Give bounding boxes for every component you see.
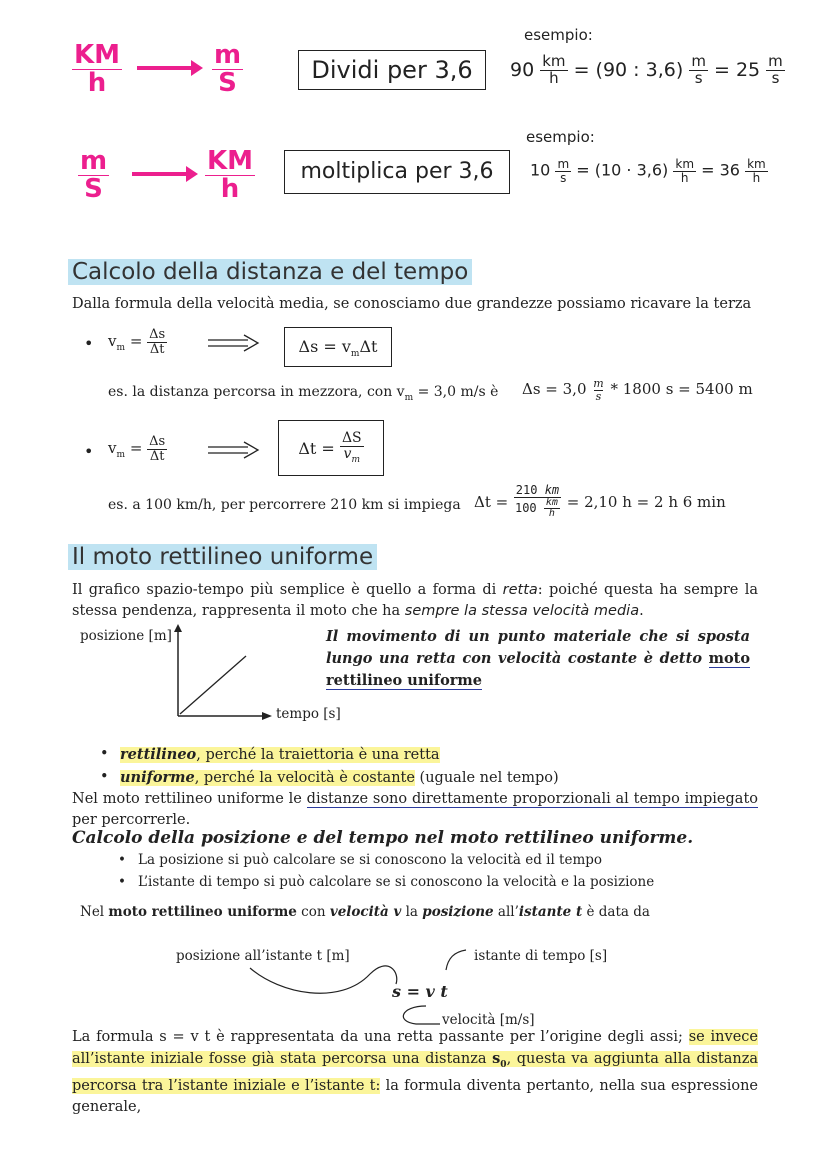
- unit-den: S: [218, 68, 237, 99]
- frac-den: Δt: [149, 448, 165, 464]
- text: Il grafico spazio-tempo più semplice è quello a forma di: [72, 582, 503, 598]
- formula-s-vt: s = v t: [392, 982, 448, 1001]
- ex-frac: [673, 158, 696, 184]
- ex-result: = 36: [701, 160, 740, 180]
- ex-value: 10: [530, 160, 551, 180]
- ex-value: 90: [510, 58, 535, 81]
- frac-num: m: [691, 52, 706, 70]
- general-formula-text: [72, 1027, 758, 1118]
- frac-num: km: [675, 157, 695, 171]
- text-bold-italic: istante t: [518, 904, 583, 920]
- frac-den: s: [595, 389, 602, 403]
- unit-num: KM: [74, 40, 121, 70]
- subtitle-position-time: Calcolo della posizione e del tempo nel moto rettilineo uniforme.: [72, 828, 694, 848]
- text: la: [401, 904, 423, 920]
- unit-kmh: [205, 148, 255, 204]
- frac-num: km: [542, 52, 566, 70]
- position-time-graph: [168, 622, 278, 722]
- section-title-uniform-motion: Il moto rettilineo uniforme: [68, 544, 377, 570]
- text-underlined: distanze sono direttamente proporzionali al tempo impiegato: [306, 791, 758, 807]
- ex-frac: [689, 54, 708, 87]
- example-divide: [510, 54, 785, 87]
- text-highlight: , questa va aggiunta alla distanza percorsa tra l’istante iniziale e l’istante t:: [72, 1051, 759, 1094]
- example-multiply: [530, 158, 768, 184]
- arrow-right-icon: [130, 164, 200, 184]
- frac-den: s: [560, 170, 567, 185]
- f-sub: m: [116, 450, 126, 461]
- arrow-right-icon: [135, 58, 205, 78]
- text: Nel: [80, 904, 109, 920]
- text: .: [639, 603, 644, 619]
- formula-box-dt: [278, 420, 384, 476]
- f-frac: [147, 328, 167, 356]
- example-time: es. a 100 km/h, per percorrere 210 km si impiega: [108, 497, 461, 513]
- unit-ms: [212, 42, 243, 98]
- frac-num: m: [768, 52, 783, 70]
- section-title-distance: Calcolo della distanza e del tempo: [68, 259, 472, 285]
- frac-num: ΔS: [341, 430, 362, 447]
- term-note: (uguale nel tempo): [414, 770, 559, 786]
- unit-den: h: [87, 68, 107, 99]
- example-label: esempio:: [524, 26, 593, 44]
- def-text: Il movimento di un punto materiale che si sposta lungo una retta con velocità costante è detto: [326, 628, 750, 667]
- f-sub: m: [116, 343, 126, 354]
- f-lhs: v: [108, 332, 117, 351]
- implies-arrow-icon: [206, 334, 262, 352]
- example-label: esempio:: [526, 128, 595, 146]
- implies-arrow-icon: [206, 441, 262, 459]
- unit-ms: [78, 148, 109, 204]
- ex-text: es. la distanza percorsa in mezzora, con v: [108, 384, 405, 400]
- bullet-dot: •: [84, 334, 94, 353]
- text-italic: retta: [502, 582, 538, 598]
- frac-num: Δs: [149, 327, 166, 342]
- frac-den: s: [694, 68, 703, 87]
- def-term: moto rettilineo uniforme: [326, 650, 750, 689]
- text: è data da: [582, 904, 650, 920]
- definition-text: [326, 626, 750, 692]
- rule-divide-box: Dividi per 3,6: [298, 50, 486, 90]
- text-bold: moto rettilineo uniforme: [108, 904, 297, 920]
- f-lhs: v: [108, 439, 117, 458]
- ex-frac: [540, 54, 567, 87]
- box-frac: [340, 431, 364, 465]
- frac-den-sub: m: [351, 454, 361, 465]
- unit-den: S: [84, 174, 103, 205]
- example-distance-calc: [522, 378, 753, 402]
- frac-den: 100: [514, 501, 537, 516]
- graph-ylabel: posizione [m]: [80, 628, 172, 644]
- graph-xlabel: tempo [s]: [276, 706, 341, 722]
- frac-den: s: [771, 68, 780, 87]
- frac-num: 210: [515, 483, 538, 497]
- formula-box-ds: [284, 327, 392, 367]
- term: rettilineo: [120, 746, 197, 763]
- text: La formula s = v t è rappresentata da una retta passante per l’origine degli assi;: [72, 1029, 689, 1045]
- ex-frac: [591, 378, 605, 402]
- unit-den: h: [220, 174, 240, 205]
- bullet-instant: • L’istante di tempo si può calcolare se si conoscono la velocità e la posizione: [138, 874, 654, 890]
- f-frac: [147, 435, 167, 463]
- section1-intro: Dalla formula della velocità media, se conosciamo due grandezze possiamo ricavare la terza: [72, 296, 752, 312]
- text-highlight: se invece all’istante iniziale fosse già stata percorsa una distanza: [72, 1029, 758, 1067]
- unit-num: m: [80, 146, 108, 176]
- box-text: Δs = v: [298, 337, 351, 356]
- text: : poiché questa ha sempre la stessa pendenza, rappresenta il moto che ha: [72, 582, 758, 619]
- section2-intro: [72, 580, 758, 622]
- frac-den-num: km: [545, 496, 558, 508]
- f-eq: =: [129, 439, 143, 458]
- annotation-position: posizione all’istante t [m]: [176, 948, 350, 964]
- bullet-position: • La posizione si può calcolare se si conoscono la velocità ed il tempo: [138, 852, 602, 868]
- frac-den: h: [549, 68, 559, 87]
- ex-calc: Δt =: [474, 492, 509, 511]
- ex-mid: = (90 : 3,6): [573, 58, 684, 81]
- ex-sub: m: [404, 392, 414, 403]
- ex-frac: [766, 54, 785, 87]
- s0-sub: 0: [500, 1059, 507, 1070]
- ex-frac: [513, 484, 562, 520]
- frac-den: h: [752, 170, 761, 185]
- term: uniforme: [120, 769, 195, 786]
- bullet-dot: •: [84, 442, 94, 461]
- ex-frac: [745, 158, 768, 184]
- s0: s: [492, 1050, 501, 1067]
- f-eq: =: [129, 332, 143, 351]
- text: all’: [493, 904, 519, 920]
- frac-num-unit: km: [544, 483, 560, 497]
- ex-result: = 25: [713, 58, 761, 81]
- text: la formula diventa pertanto, nella sua espressione generale,: [72, 1077, 759, 1115]
- example-time-calc: [474, 484, 726, 520]
- text-bold-italic: velocità v: [329, 904, 402, 920]
- term-desc: , perché la velocità è costante: [194, 770, 415, 786]
- ex-result: = 2,10 h = 2 h 6 min: [566, 492, 726, 511]
- formula-vm-1: [108, 328, 167, 356]
- proportionality-text: [72, 789, 758, 831]
- ex-text2: = 3,0 m/s è: [417, 384, 499, 400]
- frac-den: h: [680, 170, 689, 185]
- unit-kmh: [72, 42, 122, 98]
- frac-num: km: [747, 157, 766, 171]
- annotation-time: istante di tempo [s]: [474, 948, 608, 964]
- box-sub: m: [350, 349, 360, 360]
- frac-den: v: [343, 445, 352, 462]
- ex-frac: [555, 158, 571, 184]
- rule-multiply-box: moltiplica per 3,6: [284, 150, 510, 194]
- text-italic: sempre la stessa velocità media: [404, 603, 640, 619]
- formula-intro: [80, 904, 650, 920]
- frac-num: m: [593, 377, 604, 390]
- frac-den-den: h: [548, 508, 555, 520]
- frac-num: m: [557, 157, 570, 171]
- annotation-velocity: velocità [m/s]: [442, 1012, 535, 1028]
- box-lhs: Δt =: [298, 438, 335, 458]
- text-bold-italic: posizione: [422, 904, 494, 920]
- frac-num: Δs: [149, 434, 166, 449]
- unit-num: KM: [207, 146, 254, 176]
- formula-vm-2: [108, 435, 167, 463]
- text: per percorrerle.: [72, 812, 191, 828]
- ex-mid: = (10 · 3,6): [576, 160, 669, 180]
- term-desc: , perché la traiettoria è una retta: [196, 747, 440, 763]
- bullet-uniforme: [120, 767, 559, 789]
- text: con: [296, 904, 330, 920]
- ex-calc2: * 1800 s = 5400 m: [610, 380, 753, 399]
- text: Nel moto rettilineo uniforme le: [72, 791, 307, 807]
- unit-num: m: [214, 40, 242, 70]
- bullet-rettilineo: [120, 744, 440, 766]
- example-distance: [108, 384, 498, 403]
- ex-calc: Δs = 3,0: [522, 380, 587, 399]
- box-text-end: Δt: [359, 337, 378, 356]
- frac-den: Δt: [149, 341, 165, 357]
